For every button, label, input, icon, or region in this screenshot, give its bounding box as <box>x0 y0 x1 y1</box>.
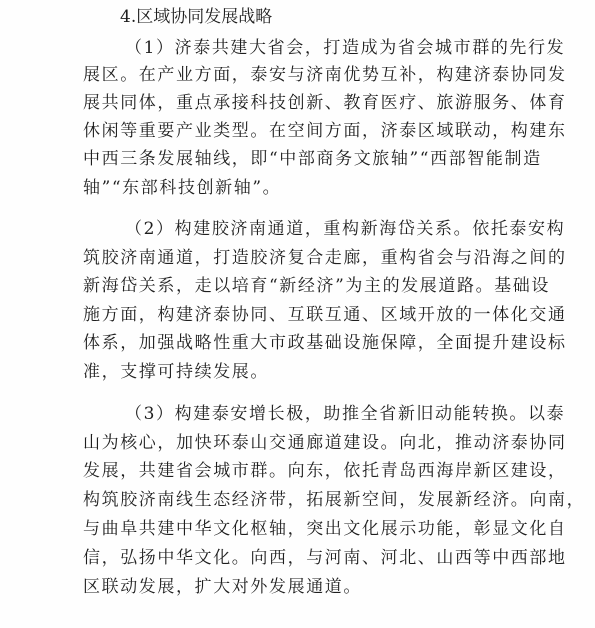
paragraph-3-line-4: 构筑胶济南线生态经济带，拓展新空间，发展新经济。向南， <box>83 490 586 510</box>
paragraph-1-line-5: 中西三条发展轴线，即“中部商务文旅轴”“西部智能制造 <box>83 149 542 169</box>
paragraph-2-line-4: 施方面，构建济泰协同、互联互通、区域开放的一体化交通 <box>83 305 567 325</box>
section-heading: 4.区域协同发展战略 <box>120 7 273 27</box>
paragraph-3-line-1: （3）构建泰安增长极，助推全省新旧动能转换。以泰 <box>125 404 566 424</box>
paragraph-1-line-2: 展区。在产业方面，泰安与济南优势互补，构建济泰协同发 <box>83 65 567 85</box>
paragraph-2-line-1: （2）构建胶济南通道，重构新海岱关系。依托泰安构 <box>125 219 566 239</box>
paragraph-1-line-4: 休闲等重要产业类型。在空间方面，济泰区域联动，构建东 <box>83 121 567 141</box>
paragraph-2-line-3: 新海岱关系，走以培育“新经济”为主的发展道路。基础设 <box>83 276 550 296</box>
paragraph-3-line-6: 信，弘扬中华文化。向西，与河南、河北、山西等中西部地 <box>83 548 567 568</box>
paragraph-1-line-6: 轴”“东部科技创新轴”。 <box>83 178 282 198</box>
paragraph-2-line-6: 准，支撑可持续发展。 <box>83 362 269 382</box>
paragraph-1-line-3: 展共同体，重点承接科技创新、教育医疗、旅游服务、体育 <box>83 93 567 113</box>
paragraph-3-line-7: 区联动发展，扩大对外发展通道。 <box>83 577 362 597</box>
paragraph-2-line-2: 筑胶济南通道，打造胶济复合走廊，重构省会与沿海之间的 <box>83 248 567 268</box>
paragraph-2-line-5: 体系，加强战略性重大市政基础设施保障，全面提升建设标 <box>83 333 567 353</box>
paragraph-1-line-1: （1）济泰共建大省会，打造成为省会城市群的先行发 <box>125 38 566 58</box>
paragraph-3-line-3: 发展，共建省会城市群。向东，依托青岛西海岸新区建设， <box>83 461 567 481</box>
paragraph-3-line-2: 山为核心，加快环泰山交通廊道建设。向北，推动济泰协同 <box>83 433 567 453</box>
paragraph-3-line-5: 与曲阜共建中华文化枢轴，突出文化展示功能，彰显文化自 <box>83 519 567 539</box>
